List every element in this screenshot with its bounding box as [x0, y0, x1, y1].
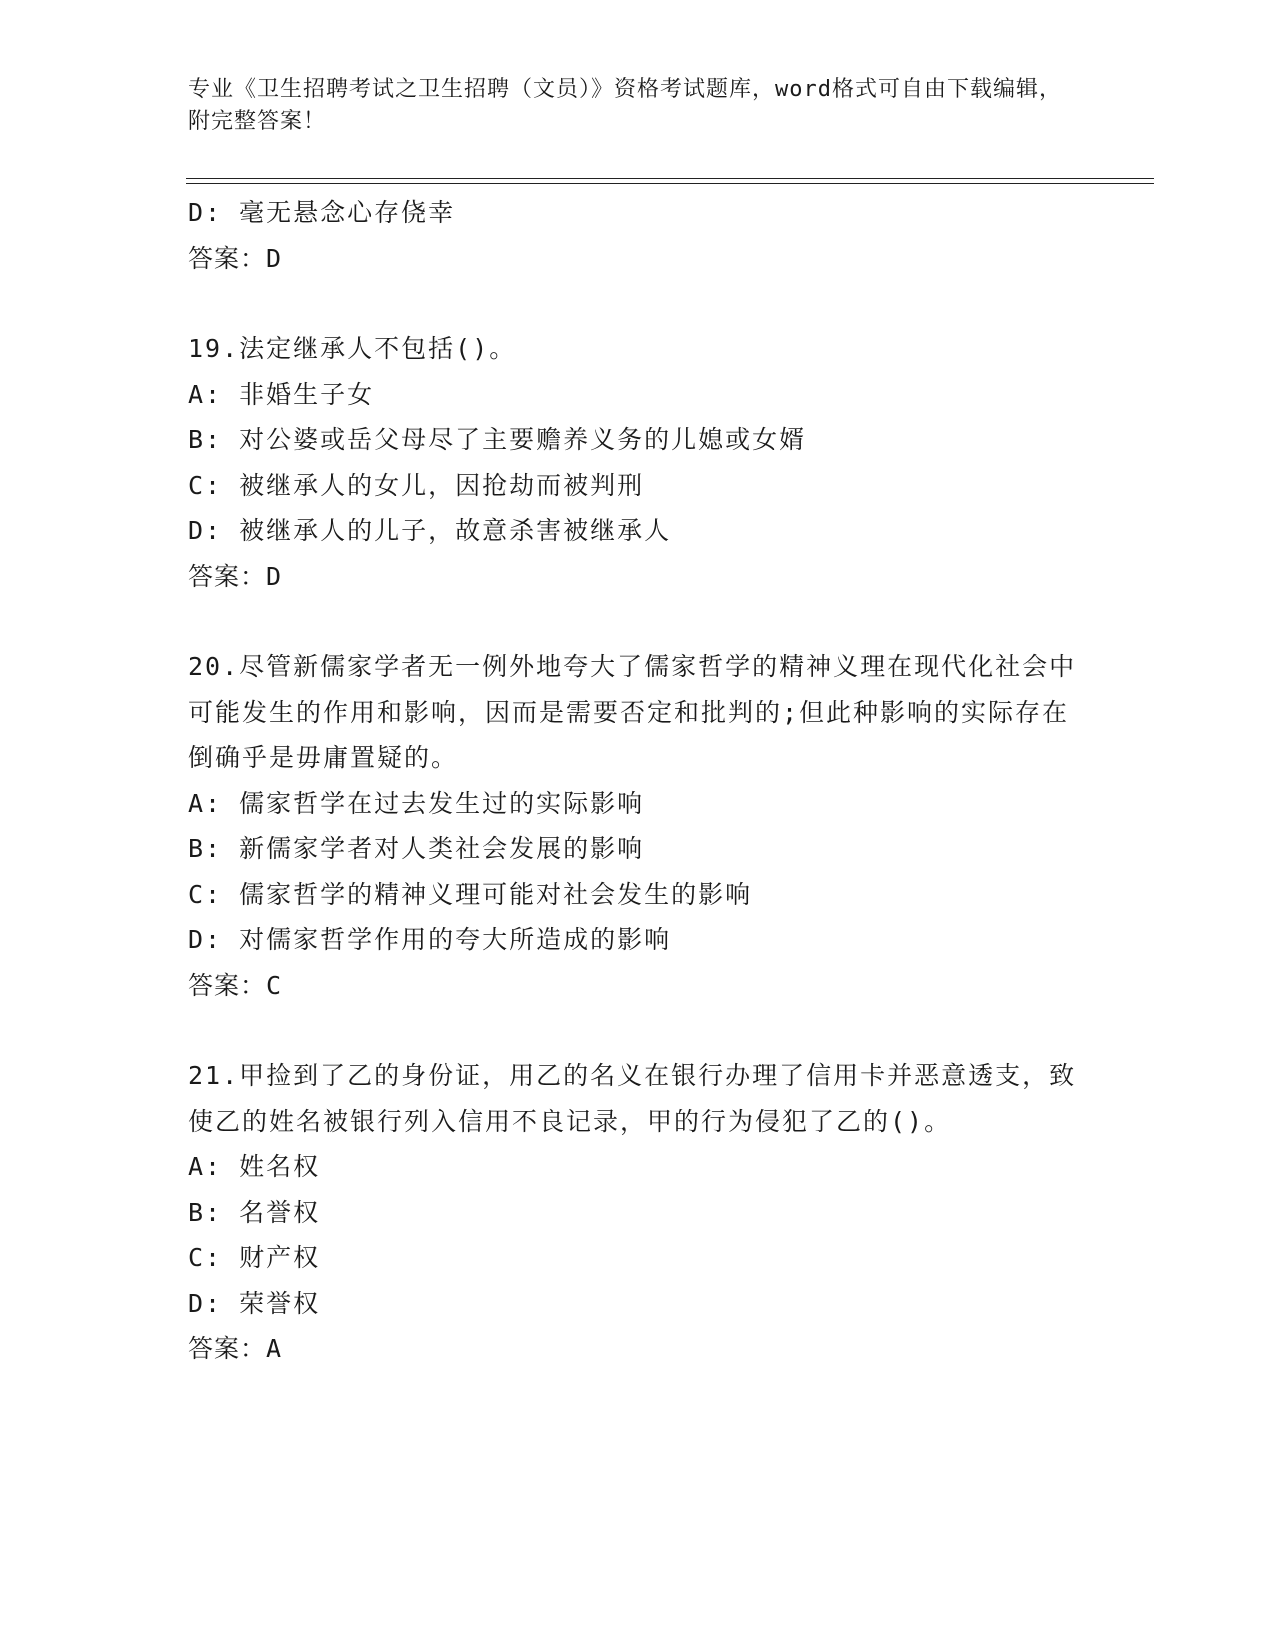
question-20	[188, 644, 1088, 1008]
question-21	[188, 1053, 1088, 1372]
previous-question-tail	[188, 190, 1088, 281]
answer-value: D	[266, 243, 284, 273]
option-b: B: 名誉权	[188, 1197, 321, 1227]
answer-label: 答案：	[188, 243, 267, 273]
question-content	[188, 190, 1088, 1372]
header-title: 专业《卫生招聘考试之卫生招聘（文员）》资格考试题库，word格式可自由下载编辑，附完整答案！	[188, 77, 1062, 134]
document-header	[188, 74, 1068, 138]
option-a: A: 儒家哲学在过去发生过的实际影响	[188, 788, 645, 818]
option-a: A: 非婚生子女	[188, 379, 375, 409]
option-d: D: 对儒家哲学作用的夸大所造成的影响	[188, 925, 672, 954]
option-c: C: 被继承人的女儿，因抢劫而被判刑	[188, 470, 645, 500]
question-text: 21.甲捡到了乙的身份证，用乙的名义在银行办理了信用卡并恶意透支，致使乙的姓名被银行列入信用不良记录，甲的行为侵犯了乙的()。	[188, 1061, 1077, 1136]
header-divider-top	[186, 178, 1154, 179]
option-d: D: 被继承人的儿子，故意杀害被继承人	[188, 516, 672, 545]
question-text: 20.尽管新儒家学者无一例外地夸大了儒家哲学的精神义理在现代化社会中可能发生的作用和影响，因而是需要否定和批判的;但此种影响的实际存在倒确乎是毋庸置疑的。	[188, 652, 1077, 772]
answer-label: 答案：	[188, 561, 267, 591]
option-c: C: 财产权	[188, 1243, 321, 1272]
question-text: 19.法定继承人不包括()。	[188, 334, 517, 363]
answer-line	[188, 236, 1088, 282]
option-b: B: 对公婆或岳父母尽了主要赡养义务的儿媳或女婿	[188, 425, 807, 454]
option-a: A: 姓名权	[188, 1152, 321, 1181]
answer-label: 答案：	[188, 970, 267, 1000]
answer-value: D	[266, 561, 284, 591]
answer-value: C	[266, 970, 284, 1000]
answer-value: A	[266, 1334, 284, 1363]
option-b: B: 新儒家学者对人类社会发展的影响	[188, 834, 645, 863]
option-d: D: 毫无悬念心存侥幸	[188, 198, 456, 227]
answer-line	[188, 554, 1088, 600]
header-divider-bottom	[186, 183, 1154, 184]
question-19	[188, 326, 1088, 599]
option-d: D: 荣誉权	[188, 1288, 321, 1318]
answer-label: 答案：	[188, 1334, 267, 1363]
answer-line	[188, 1326, 1088, 1372]
answer-line	[188, 963, 1088, 1009]
option-c: C: 儒家哲学的精神义理可能对社会发生的影响	[188, 879, 753, 909]
